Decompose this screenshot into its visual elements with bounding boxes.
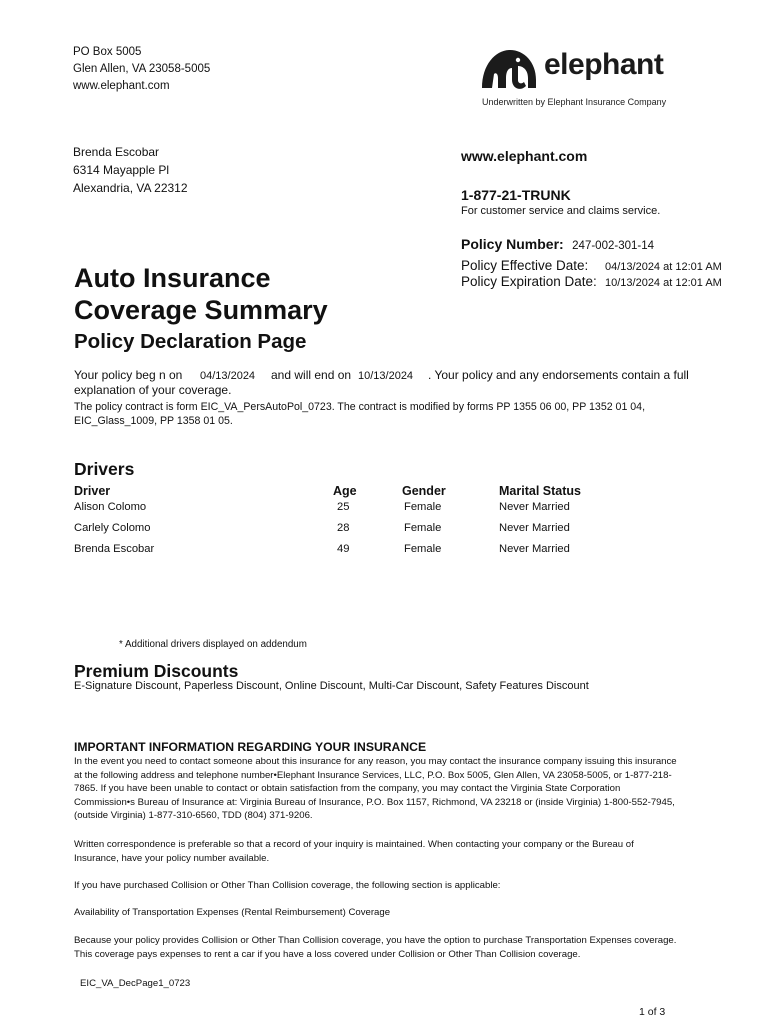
discounts-list: E-Signature Discount, Paperless Discount, Online Discount, Multi-Car Discount, Safety Features Discount	[74, 680, 589, 692]
logo-wordmark: elephant	[544, 48, 664, 81]
intro-text: and will end on	[271, 368, 352, 382]
page-title-line: Coverage Summary	[74, 295, 328, 325]
driver-marital-status: Never Married	[499, 522, 570, 534]
intro-text: explanation of your coverage.	[74, 383, 232, 397]
page-title-line: Auto Insurance	[74, 263, 271, 293]
policy-number-row	[461, 236, 654, 254]
important-line: at the following address and telephone number•Elephant Insurance Services, LLC, P.O. Box 5005, Glen Allen, VA 23058-5005, or 1-877-218-	[74, 769, 672, 781]
intro-text: Your policy beg n on	[74, 368, 183, 382]
recipient-name: Brenda Escobar	[73, 145, 160, 159]
discounts-heading: Premium Discounts	[74, 661, 239, 681]
contact-website: www.elephant.com	[461, 148, 588, 164]
policy-forms-line: The policy contract is form EIC_VA_PersAutoPol_0723. The contract is modified by forms PP 1355 06 00, PP 1352 01 04,	[74, 401, 646, 413]
policy-number: 247-002-301-14	[572, 240, 654, 252]
page-subtitle: Policy Declaration Page	[74, 330, 307, 353]
important-line: Commission•s Bureau of Insurance at: Virginia Bureau of Insurance, P.O. Box 1157, Richmond, VA 23218 or (inside Virginia) 1-800-552-7945,	[74, 796, 675, 808]
driver-name: Carlely Colomo	[74, 522, 151, 534]
return-address	[73, 44, 210, 95]
policy-start-date: 04/13/2024	[200, 370, 256, 382]
return-address-line: Glen Allen, VA 23058-5005	[73, 63, 211, 75]
important-line: (outside Virginia) 1-877-310-6560, TDD (804) 371-9206.	[74, 810, 313, 822]
policy-forms	[74, 400, 645, 428]
driver-age: 25	[337, 501, 350, 513]
logo-tagline: Underwritten by Elephant Insurance Company	[482, 97, 667, 107]
collision-note: If you have purchased Collision or Other Than Collision coverage, the following section is applicable:	[74, 880, 501, 891]
policy-effective-date: 04/13/2024 at 12:01 AM	[605, 261, 722, 273]
correspondence-line: Written correspondence is preferable so that a record of your inquiry is maintained. When contacting your company or the Bureau of	[74, 839, 634, 850]
driver-age: 28	[337, 522, 350, 534]
return-address-website: www.elephant.com	[73, 80, 170, 92]
form-id: EIC_VA_DecPage1_0723	[80, 978, 191, 989]
driver-name: Brenda Escobar	[74, 543, 155, 555]
important-line: In the event you need to contact someone about this insurance for any reason, you may contact the insurance company issuing this insurance	[74, 756, 677, 767]
driver-name: Alison Colomo	[74, 501, 147, 513]
drivers-col-age: Age	[333, 484, 357, 498]
policy-expiration-date: 10/13/2024 at 12:01 AM	[605, 277, 722, 289]
transportation-line: This coverage pays expenses to rent a car if you have a loss covered under Collision or Other Than Collision coverage.	[74, 948, 581, 960]
drivers-footnote: * Additional drivers displayed on addendum	[119, 639, 307, 650]
driver-gender: Female	[404, 522, 442, 534]
correspondence-line: Insurance, have your policy number available.	[74, 852, 270, 864]
recipient-address	[73, 143, 188, 197]
elephant-icon	[478, 46, 540, 92]
drivers-heading: Drivers	[74, 459, 135, 479]
return-address-line: PO Box 5005	[73, 46, 142, 58]
important-heading: IMPORTANT INFORMATION REGARDING YOUR INSURANCE	[74, 740, 427, 754]
policy-forms-line: EIC_Glass_1009, PP 1358 01 05.	[74, 415, 233, 427]
intro-text: . Your policy and any endorsements contain a full	[428, 368, 689, 382]
page-number: 1 of 3	[639, 1006, 666, 1018]
important-paragraph	[74, 755, 714, 823]
drivers-col-gender: Gender	[402, 484, 446, 498]
elephant-logo	[478, 44, 688, 114]
policy-effective-label: Policy Effective Date:	[461, 258, 589, 273]
driver-age: 49	[337, 543, 350, 555]
correspondence-paragraph	[74, 838, 714, 865]
driver-marital-status: Never Married	[499, 543, 570, 555]
intro-sentence	[74, 368, 182, 382]
important-line: 7865. If you have been unable to contact or obtain satisfaction from the company, you may contact the Virginia State Corporation	[74, 783, 621, 795]
driver-marital-status: Never Married	[499, 501, 570, 513]
contact-phone-note: For customer service and claims service.	[461, 205, 661, 217]
policy-end-date: 10/13/2024	[358, 370, 414, 382]
policy-number-label: Policy Number:	[461, 236, 564, 252]
page-title	[74, 262, 328, 326]
policy-expiration-label: Policy Expiration Date:	[461, 274, 597, 289]
recipient-street: 6314 Mayapple Pl	[73, 163, 170, 177]
transportation-paragraph	[74, 934, 714, 961]
drivers-col-driver: Driver	[74, 484, 111, 498]
transportation-line: Because your policy provides Collision or Other Than Collision coverage, you have the option to purchase Transportation Expenses coverage.	[74, 935, 677, 946]
driver-gender: Female	[404, 501, 442, 513]
recipient-city: Alexandria, VA 22312	[73, 181, 188, 195]
driver-gender: Female	[404, 543, 442, 555]
drivers-col-marital: Marital Status	[499, 484, 581, 498]
transportation-heading: Availability of Transportation Expenses (Rental Reimbursement) Coverage	[74, 907, 391, 918]
contact-phone: 1-877-21-TRUNK	[461, 187, 571, 203]
